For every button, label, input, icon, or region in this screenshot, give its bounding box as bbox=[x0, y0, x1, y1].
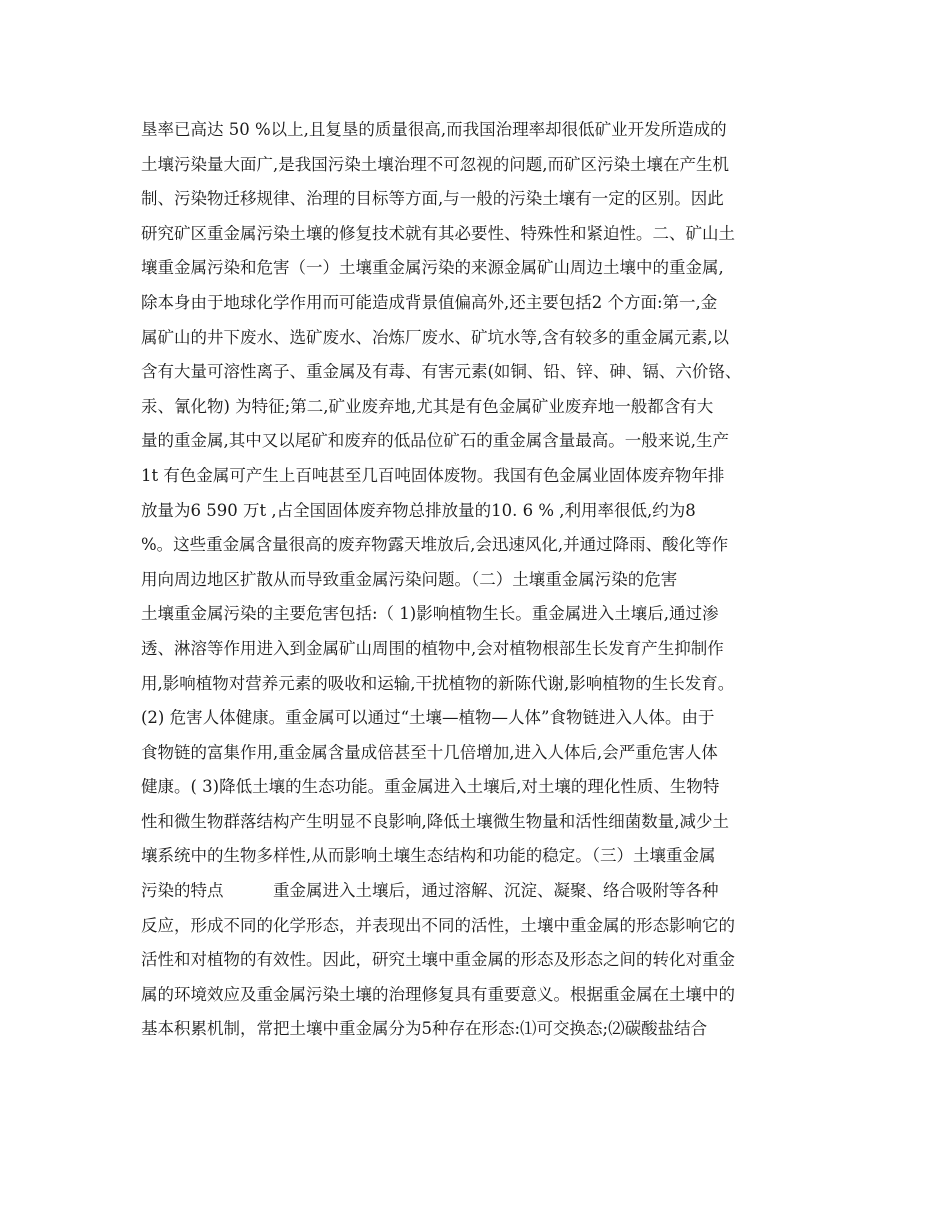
text-line: 用向周边地区扩散从而导致重金属污染问题。（二）土壤重金属污染的危害 bbox=[141, 569, 678, 589]
text-line: (2) 危害人体健康。重金属可以通过“土壤—植物—人体”食物链进入人体。由于 bbox=[141, 708, 715, 728]
text-line: 反应，形成不同的化学形态，并表现出不同的活性，土壤中重金属的形态影响它的 bbox=[141, 915, 735, 935]
body-text bbox=[141, 113, 831, 1047]
text-line: 用,影响植物对营养元素的吸收和运输,干扰植物的新陈代谢,影响植物的生长发育。 bbox=[141, 673, 735, 693]
text-line: 垦率已高达 50 %以上,且复垦的质量很高,而我国治理率却很低矿业开发所造成的 bbox=[141, 120, 727, 139]
text-line: 制、污染物迁移规律、治理的目标等方面,与一般的污染土壤有一定的区别。因此 bbox=[141, 189, 724, 209]
text-line: 属矿山的井下废水、选矿废水、冶炼厂废水、矿坑水等,含有较多的重金属元素,以 bbox=[141, 327, 729, 347]
text-line: 活性和对植物的有效性。因此，研究土壤中重金属的形态及形态之间的转化对重金 bbox=[141, 950, 735, 970]
text-line: 污染的特点 重金属进入土壤后，通过溶解、沉淀、凝聚、络合吸附等各种 bbox=[141, 881, 719, 901]
text-line: 基本积累机制，常把土壤中重金属分为5种存在形态:⑴可交换态;⑵碳酸盐结合 bbox=[141, 1019, 708, 1039]
text-line: 汞、氰化物) 为特征;第二,矿业废弃地,尤其是有色金属矿业废弃地一般都含有大 bbox=[141, 396, 714, 416]
text-line: 属的环境效应及重金属污染土壤的治理修复具有重要意义。根据重金属在土壤中的 bbox=[141, 984, 735, 1004]
text-line: %。这些重金属含量很高的废弃物露天堆放后,会迅速风化,并通过降雨、酸化等作 bbox=[141, 535, 729, 555]
text-line: 性和微生物群落结构产生明显不良影响,降低土壤微生物量和活性细菌数量,减少土 bbox=[141, 811, 729, 831]
text-line: 量的重金属,其中又以尾矿和废弃的低品位矿石的重金属含量最高。一般来说,生产 bbox=[141, 431, 729, 451]
text-line: 健康。( 3)降低土壤的生态功能。重金属进入土壤后,对土壤的理化性质、生物特 bbox=[141, 777, 720, 797]
text-line: 食物链的富集作用,重金属含量成倍甚至十几倍增加,进入人体后,会严重危害人体 bbox=[141, 742, 718, 762]
text-line: 放量为6 590 万t ,占全国固体废弃物总排放量的10. 6 % ,利用率很低,约为8 bbox=[141, 500, 696, 520]
text-line: 除本身由于地球化学作用而可能造成背景值偏高外,还主要包括2 个方面:第一,金 bbox=[141, 292, 718, 312]
text-line: 壤重金属污染和危害（一）土壤重金属污染的来源金属矿山周边土壤中的重金属, bbox=[141, 258, 724, 278]
text-line: 含有大量可溶性离子、重金属及有毒、有害元素(如铜、铅、锌、砷、镉、六价铬、 bbox=[141, 362, 742, 382]
text-line: 透、淋溶等作用进入到金属矿山周围的植物中,会对植物根部生长发育产生抑制作 bbox=[141, 638, 724, 658]
text-line: 研究矿区重金属污染土壤的修复技术就有其必要性、特殊性和紧迫性。二、矿山土 bbox=[141, 223, 735, 243]
text-line: 土壤重金属污染的主要危害包括:（ 1)影响植物生长。重金属进入土壤后,通过渗 bbox=[141, 604, 719, 624]
text-line: 土壤污染量大面广,是我国污染土壤治理不可忽视的问题,而矿区污染土壤在产生机 bbox=[141, 154, 729, 174]
text-line: 1t 有色金属可产生上百吨甚至几百吨固体废物。我国有色金属业固体废弃物年排 bbox=[141, 465, 725, 485]
text-line: 壤系统中的生物多样性,从而影响土壤生态结构和功能的稳定。（三）土壤重金属 bbox=[141, 846, 716, 866]
